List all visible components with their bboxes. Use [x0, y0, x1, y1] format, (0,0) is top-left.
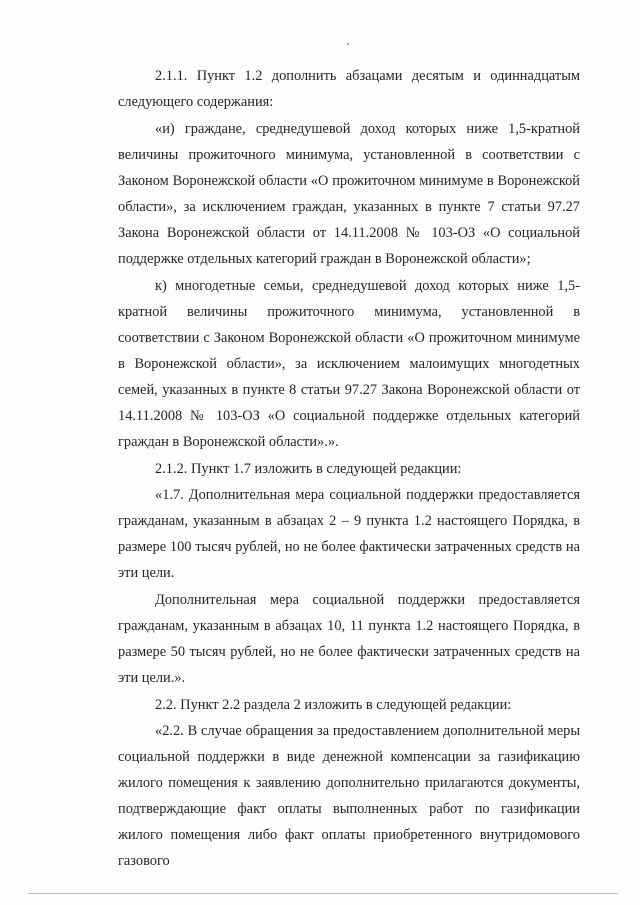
paragraph-2-1-2: 2.1.2. Пункт 1.7 изложить в следующей редакции: — [155, 461, 462, 477]
paragraph-2-1-1: 2.1.1. Пункт 1.2 дополнить абзацами десятым и одиннадцатым следующего содержания: — [118, 68, 580, 110]
paragraph-item-k: к) многодетные семьи, среднедушевой доход которых ниже 1,5-кратной величины прожиточного минимума, установленной в соответствии с Законом Воронежской области «О прожиточном минимуме в Воронежской области», за исключением малоимущих многодетных семей, указанных в пункте 8 статьи 97.27 Закона Воронежской области от 14.11.2008 № 103-ОЗ «О социальной поддержке отдельных категорий граждан в Воронежской области».». — [118, 278, 580, 450]
paragraph-2-2-text: «2.2. В случае обращения за предоставлением дополнительной меры социальной поддержки в виде денежной компенсации за газификацию жилого помещения к заявлению дополнительно прилагаются документы, подтверждающие факт оплаты выполненных работ по газификации жилого помещения либо факт оплаты приобретенного внутридомового газового — [118, 723, 580, 869]
paragraph-2-2: 2.2. Пункт 2.2 раздела 2 изложить в следующей редакции: — [155, 697, 512, 713]
paragraph-1-7: «1.7. Дополнительная мера социальной поддержки предоставляется гражданам, указанным в абзацах 2 – 9 пункта 1.2 настоящего Порядка, в размере 100 тысяч рублей, но не более фактически затраченных средств на эти цели. — [118, 487, 580, 581]
scan-speck — [347, 43, 349, 45]
document-body — [118, 63, 580, 874]
paragraph-item-i: «и) граждане, среднедушевой доход которых ниже 1,5-кратной величины прожиточного минимума, установленной в соответствии с Законом Воронежской области «О прожиточном минимуме в Воронежской области», за исключением граждан, указанных в пункте 7 статьи 97.27 Закона Воронежской области от 14.11.2008 № 103-ОЗ «О социальной поддержке отдельных категорий граждан в Воронежской области»; — [118, 121, 580, 267]
scan-bottom-edge — [28, 893, 618, 894]
paragraph-additional-measure: Дополнительная мера социальной поддержки предоставляется гражданам, указанным в абзацах 10, 11 пункта 1.2 настоящего Порядка, в размере 50 тысяч рублей, но не более фактически затраченных средств на эти цели.». — [118, 592, 580, 686]
